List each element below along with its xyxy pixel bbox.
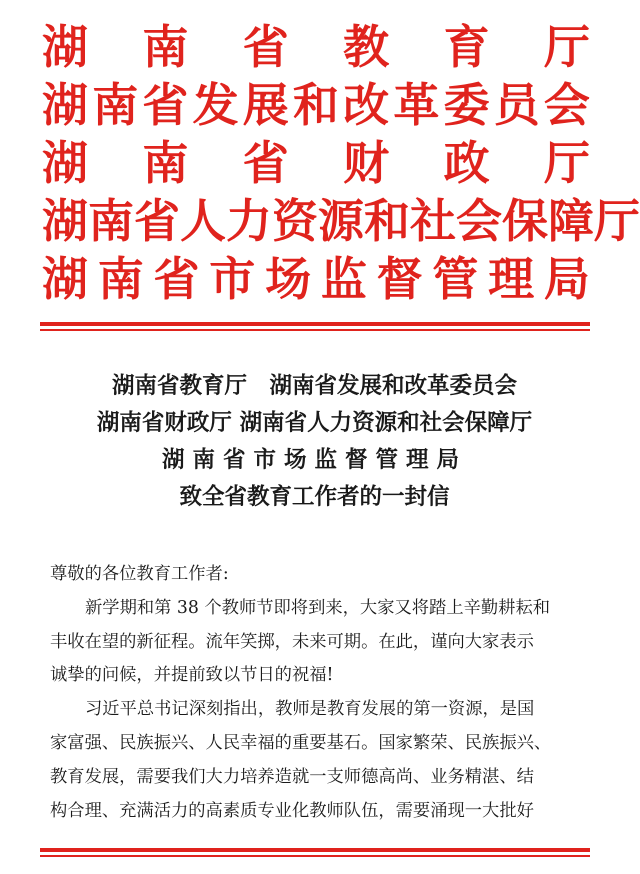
org-name-human-resources: 湖 南 省 人 力 资 源 和 社 会 保 障 厅: [42, 194, 640, 248]
org-name-education: 湖 南 省 教 育 厅: [42, 20, 590, 74]
letter-title: [0, 368, 629, 516]
salutation: 尊敬的各位教育工作者:: [50, 564, 229, 584]
title-line-2: 湖南省财政厅 湖南省人力资源和社会保障厅: [96, 410, 533, 436]
header-divider-thin: [40, 329, 590, 331]
org-name-development-reform: 湖 南 省 发 展 和 改 革 委 员 会: [42, 78, 590, 132]
paragraph-2-line-4: 构合理、充满活力的高素质专业化教师队伍，需要涌现一大批好: [50, 800, 534, 821]
title-line-3: 湖南省市场监督管理局: [161, 447, 467, 473]
paragraph-2-line-1: 习近平总书记深刻指出，教师是教育发展的第一资源，是国: [85, 699, 535, 720]
title-line-1: 湖南省教育厅 湖南省发展和改革委员会: [111, 373, 517, 399]
paragraph-1-line-1: 新学期和第 38 个教师节即将到来，大家又将踏上辛勤耕耘和: [85, 597, 551, 618]
footer-divider-thick: [40, 848, 590, 852]
paragraph-1-line-3: 诚挚的问候，并提前致以节日的祝福!: [50, 665, 334, 686]
paragraph-2-line-3: 教育发展，需要我们大力培养造就一支师德高尚、业务精湛、结: [50, 766, 534, 787]
org-name-market-supervision: 湖 南 省 市 场 监 督 管 理 局: [42, 252, 590, 306]
org-name-finance: 湖 南 省 财 政 厅: [42, 136, 590, 190]
title-line-4: 致全省教育工作者的一封信: [179, 484, 450, 510]
paragraph-2-line-2: 家富强、民族振兴、人民幸福的重要基石。国家繁荣、民族振兴、: [50, 732, 552, 753]
footer-divider-thin: [40, 855, 590, 857]
letter-body: [50, 558, 590, 828]
header-divider-thick: [40, 322, 590, 326]
paragraph-1-line-2: 丰收在望的新征程。流年笑掷，未来可期。在此，谨向大家表示: [50, 631, 534, 652]
